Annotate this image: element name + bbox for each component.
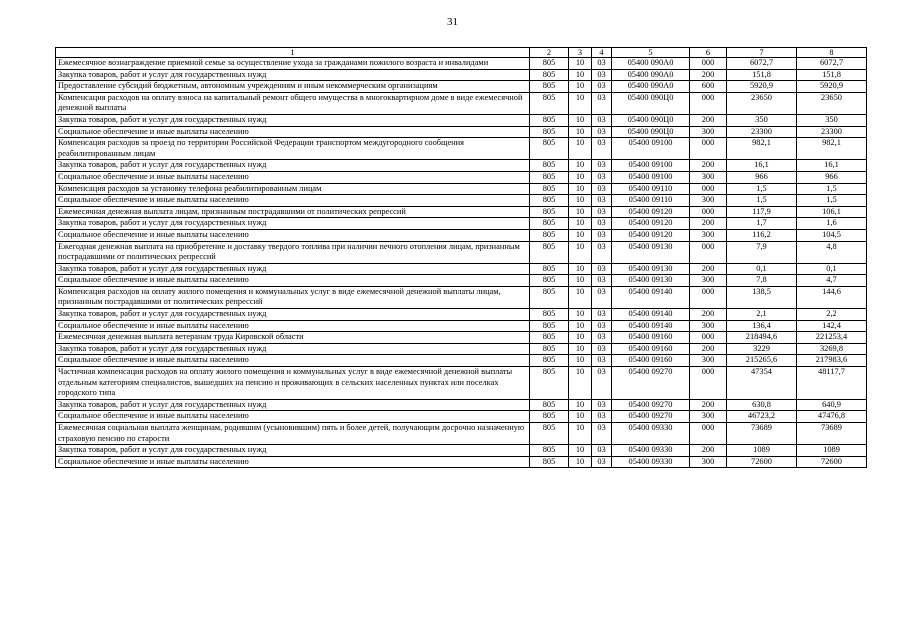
department-code: 805 xyxy=(530,171,569,183)
amount-first-year: 73689 xyxy=(727,423,797,445)
expense-type-code: 000 xyxy=(690,138,727,160)
row-description: Частичная компенсация расходов на оплату жилого помещения и коммунальных услуг в виде ежемесячной денежной выплаты отдельным категориям специалистов, вышедших на пенсию и проживающих в сельских населенных пунктах или поселках городского типа xyxy=(56,367,530,400)
target-article-code: 05400 09110 xyxy=(612,183,690,195)
target-article-code: 05400 09120 xyxy=(612,206,690,218)
target-article-code: 05400 090А0 xyxy=(612,69,690,81)
amount-first-year: 72600 xyxy=(727,456,797,468)
amount-first-year: 1089 xyxy=(727,445,797,457)
section-code: 10 xyxy=(569,160,592,172)
target-article-code: 05400 09130 xyxy=(612,275,690,287)
amount-second-year: 1,5 xyxy=(797,195,867,207)
target-article-code: 05400 090А0 xyxy=(612,58,690,70)
amount-first-year: 1,5 xyxy=(727,195,797,207)
amount-second-year: 151,8 xyxy=(797,69,867,81)
row-description: Закупка товаров, работ и услуг для государственных нужд xyxy=(56,343,530,355)
row-description: Закупка товаров, работ и услуг для государственных нужд xyxy=(56,399,530,411)
department-code: 805 xyxy=(530,423,569,445)
target-article-code: 05400 09100 xyxy=(612,160,690,172)
subsection-code: 03 xyxy=(592,332,612,344)
department-code: 805 xyxy=(530,183,569,195)
amount-second-year: 106,1 xyxy=(797,206,867,218)
section-code: 10 xyxy=(569,58,592,70)
table-row xyxy=(56,399,867,411)
subsection-code: 03 xyxy=(592,171,612,183)
section-code: 10 xyxy=(569,343,592,355)
section-code: 10 xyxy=(569,81,592,93)
amount-second-year: 72600 xyxy=(797,456,867,468)
column-header: 6 xyxy=(690,48,727,58)
expense-type-code: 200 xyxy=(690,309,727,321)
subsection-code: 03 xyxy=(592,81,612,93)
subsection-code: 03 xyxy=(592,309,612,321)
amount-first-year: 966 xyxy=(727,171,797,183)
target-article-code: 05400 090А0 xyxy=(612,81,690,93)
amount-second-year: 640,9 xyxy=(797,399,867,411)
expense-type-code: 200 xyxy=(690,114,727,126)
target-article-code: 05400 09110 xyxy=(612,195,690,207)
department-code: 805 xyxy=(530,126,569,138)
amount-first-year: 1,7 xyxy=(727,218,797,230)
amount-second-year: 73689 xyxy=(797,423,867,445)
section-code: 10 xyxy=(569,92,592,114)
table-row xyxy=(56,92,867,114)
department-code: 805 xyxy=(530,195,569,207)
amount-first-year: 7,8 xyxy=(727,275,797,287)
subsection-code: 03 xyxy=(592,114,612,126)
row-description: Закупка товаров, работ и услуг для государственных нужд xyxy=(56,218,530,230)
subsection-code: 03 xyxy=(592,241,612,263)
amount-second-year: 5920,9 xyxy=(797,81,867,93)
expense-type-code: 300 xyxy=(690,126,727,138)
section-code: 10 xyxy=(569,69,592,81)
amount-second-year: 982,1 xyxy=(797,138,867,160)
amount-first-year: 2,1 xyxy=(727,309,797,321)
expense-type-code: 200 xyxy=(690,263,727,275)
section-code: 10 xyxy=(569,138,592,160)
department-code: 805 xyxy=(530,69,569,81)
table-row xyxy=(56,183,867,195)
subsection-code: 03 xyxy=(592,58,612,70)
expense-type-code: 300 xyxy=(690,320,727,332)
table-row xyxy=(56,229,867,241)
table-row xyxy=(56,171,867,183)
department-code: 805 xyxy=(530,138,569,160)
row-description: Закупка товаров, работ и услуг для государственных нужд xyxy=(56,263,530,275)
department-code: 805 xyxy=(530,355,569,367)
expense-type-code: 000 xyxy=(690,423,727,445)
subsection-code: 03 xyxy=(592,445,612,457)
row-description: Социальное обеспечение и иные выплаты населению xyxy=(56,229,530,241)
subsection-code: 03 xyxy=(592,92,612,114)
amount-second-year: 966 xyxy=(797,171,867,183)
expense-type-code: 200 xyxy=(690,399,727,411)
amount-first-year: 630,8 xyxy=(727,399,797,411)
section-code: 10 xyxy=(569,171,592,183)
row-description: Закупка товаров, работ и услуг для государственных нужд xyxy=(56,445,530,457)
section-code: 10 xyxy=(569,263,592,275)
amount-second-year: 23650 xyxy=(797,92,867,114)
expense-type-code: 000 xyxy=(690,286,727,308)
table-row xyxy=(56,275,867,287)
table-row xyxy=(56,241,867,263)
row-description: Компенсация расходов за установку телефона реабилитированным лицам xyxy=(56,183,530,195)
subsection-code: 03 xyxy=(592,138,612,160)
amount-second-year: 142,4 xyxy=(797,320,867,332)
row-description: Закупка товаров, работ и услуг для государственных нужд xyxy=(56,309,530,321)
row-description: Ежемесячное вознаграждение приемной семье за осуществление ухода за гражданами пожилого возраста и инвалидами xyxy=(56,58,530,70)
amount-second-year: 48117,7 xyxy=(797,367,867,400)
department-code: 805 xyxy=(530,445,569,457)
row-description: Компенсация расходов за проезд по территории Российской Федерации транспортом междугородного сообщения реабилитированным лицам xyxy=(56,138,530,160)
amount-first-year: 350 xyxy=(727,114,797,126)
row-description: Ежегодная денежная выплата на приобретение и доставку твердого топлива при наличии печного отопления лицам, признанным пострадавшими от политических репрессий xyxy=(56,241,530,263)
amount-first-year: 116,2 xyxy=(727,229,797,241)
table-row xyxy=(56,286,867,308)
section-code: 10 xyxy=(569,286,592,308)
row-description: Социальное обеспечение и иные выплаты населению xyxy=(56,411,530,423)
expense-type-code: 000 xyxy=(690,367,727,400)
subsection-code: 03 xyxy=(592,183,612,195)
expense-type-code: 200 xyxy=(690,343,727,355)
target-article-code: 05400 09160 xyxy=(612,332,690,344)
table-row xyxy=(56,218,867,230)
table-row xyxy=(56,411,867,423)
expense-type-code: 300 xyxy=(690,195,727,207)
expense-type-code: 000 xyxy=(690,206,727,218)
budget-table xyxy=(55,47,867,468)
department-code: 805 xyxy=(530,411,569,423)
section-code: 10 xyxy=(569,309,592,321)
department-code: 805 xyxy=(530,58,569,70)
section-code: 10 xyxy=(569,399,592,411)
page-number: 31 xyxy=(447,16,458,28)
amount-second-year: 1089 xyxy=(797,445,867,457)
table-row xyxy=(56,423,867,445)
section-code: 10 xyxy=(569,183,592,195)
department-code: 805 xyxy=(530,332,569,344)
amount-first-year: 46723,2 xyxy=(727,411,797,423)
amount-second-year: 23300 xyxy=(797,126,867,138)
amount-second-year: 104,5 xyxy=(797,229,867,241)
row-description: Закупка товаров, работ и услуг для государственных нужд xyxy=(56,114,530,126)
department-code: 805 xyxy=(530,275,569,287)
amount-first-year: 23300 xyxy=(727,126,797,138)
expense-type-code: 000 xyxy=(690,241,727,263)
table-row xyxy=(56,332,867,344)
amount-first-year: 47354 xyxy=(727,367,797,400)
row-description: Социальное обеспечение и иные выплаты населению xyxy=(56,456,530,468)
expense-type-code: 300 xyxy=(690,229,727,241)
subsection-code: 03 xyxy=(592,195,612,207)
target-article-code: 05400 090Ц0 xyxy=(612,114,690,126)
amount-first-year: 5920,9 xyxy=(727,81,797,93)
section-code: 10 xyxy=(569,241,592,263)
row-description: Социальное обеспечение и иные выплаты населению xyxy=(56,195,530,207)
subsection-code: 03 xyxy=(592,275,612,287)
target-article-code: 05400 09160 xyxy=(612,355,690,367)
subsection-code: 03 xyxy=(592,263,612,275)
table-row xyxy=(56,355,867,367)
table-row xyxy=(56,160,867,172)
subsection-code: 03 xyxy=(592,229,612,241)
subsection-code: 03 xyxy=(592,456,612,468)
subsection-code: 03 xyxy=(592,218,612,230)
column-header: 1 xyxy=(56,48,530,58)
amount-second-year: 4,8 xyxy=(797,241,867,263)
expense-type-code: 000 xyxy=(690,183,727,195)
table-row xyxy=(56,206,867,218)
department-code: 805 xyxy=(530,218,569,230)
column-header: 4 xyxy=(592,48,612,58)
amount-first-year: 138,5 xyxy=(727,286,797,308)
expense-type-code: 300 xyxy=(690,456,727,468)
table-row xyxy=(56,81,867,93)
amount-second-year: 1,5 xyxy=(797,183,867,195)
row-description: Социальное обеспечение и иные выплаты населению xyxy=(56,320,530,332)
column-header: 3 xyxy=(569,48,592,58)
expense-type-code: 300 xyxy=(690,411,727,423)
amount-first-year: 1,5 xyxy=(727,183,797,195)
target-article-code: 05400 09100 xyxy=(612,171,690,183)
table-row xyxy=(56,367,867,400)
expense-type-code: 200 xyxy=(690,218,727,230)
department-code: 805 xyxy=(530,286,569,308)
table-row xyxy=(56,309,867,321)
section-code: 10 xyxy=(569,423,592,445)
department-code: 805 xyxy=(530,241,569,263)
row-description: Компенсация расходов на оплату взноса на капитальный ремонт общего имущества в многоквартирном доме в виде ежемесячной денежной выплаты xyxy=(56,92,530,114)
row-description: Предоставление субсидий бюджетным, автономным учреждениям и иным некоммерческим организациям xyxy=(56,81,530,93)
subsection-code: 03 xyxy=(592,423,612,445)
row-description: Социальное обеспечение и иные выплаты населению xyxy=(56,355,530,367)
table-row xyxy=(56,195,867,207)
amount-first-year: 6072,7 xyxy=(727,58,797,70)
subsection-code: 03 xyxy=(592,160,612,172)
department-code: 805 xyxy=(530,206,569,218)
amount-second-year: 217983,6 xyxy=(797,355,867,367)
target-article-code: 05400 09160 xyxy=(612,343,690,355)
subsection-code: 03 xyxy=(592,286,612,308)
column-header: 2 xyxy=(530,48,569,58)
table-row xyxy=(56,69,867,81)
department-code: 805 xyxy=(530,320,569,332)
target-article-code: 05400 09330 xyxy=(612,445,690,457)
target-article-code: 05400 090Ц0 xyxy=(612,92,690,114)
section-code: 10 xyxy=(569,445,592,457)
subsection-code: 03 xyxy=(592,367,612,400)
subsection-code: 03 xyxy=(592,126,612,138)
subsection-code: 03 xyxy=(592,69,612,81)
amount-second-year: 350 xyxy=(797,114,867,126)
department-code: 805 xyxy=(530,399,569,411)
amount-first-year: 136,4 xyxy=(727,320,797,332)
target-article-code: 05400 09130 xyxy=(612,241,690,263)
section-code: 10 xyxy=(569,355,592,367)
section-code: 10 xyxy=(569,126,592,138)
column-header: 8 xyxy=(797,48,867,58)
target-article-code: 05400 09120 xyxy=(612,218,690,230)
table-row xyxy=(56,126,867,138)
amount-second-year: 0,1 xyxy=(797,263,867,275)
target-article-code: 05400 09100 xyxy=(612,138,690,160)
section-code: 10 xyxy=(569,218,592,230)
amount-first-year: 3229 xyxy=(727,343,797,355)
table-row xyxy=(56,114,867,126)
table-row xyxy=(56,445,867,457)
table-row xyxy=(56,343,867,355)
target-article-code: 05400 09330 xyxy=(612,456,690,468)
target-article-code: 05400 09140 xyxy=(612,309,690,321)
row-description: Компенсация расходов на оплату жилого помещения и коммунальных услуг в виде ежемесячной денежной выплаты лицам, признанным пострадавшими от политических репрессий xyxy=(56,286,530,308)
table-row xyxy=(56,456,867,468)
subsection-code: 03 xyxy=(592,320,612,332)
section-code: 10 xyxy=(569,114,592,126)
amount-second-year: 144,6 xyxy=(797,286,867,308)
section-code: 10 xyxy=(569,411,592,423)
expense-type-code: 300 xyxy=(690,275,727,287)
department-code: 805 xyxy=(530,367,569,400)
section-code: 10 xyxy=(569,229,592,241)
target-article-code: 05400 09270 xyxy=(612,399,690,411)
column-header: 7 xyxy=(727,48,797,58)
section-code: 10 xyxy=(569,206,592,218)
row-description: Ежемесячная денежная выплата лицам, признанным пострадавшими от политических репрессий xyxy=(56,206,530,218)
target-article-code: 05400 09270 xyxy=(612,411,690,423)
target-article-code: 05400 09140 xyxy=(612,286,690,308)
amount-first-year: 7,9 xyxy=(727,241,797,263)
department-code: 805 xyxy=(530,229,569,241)
table-row xyxy=(56,138,867,160)
department-code: 805 xyxy=(530,160,569,172)
amount-second-year: 4,7 xyxy=(797,275,867,287)
expense-type-code: 300 xyxy=(690,355,727,367)
section-code: 10 xyxy=(569,332,592,344)
table-row xyxy=(56,263,867,275)
row-description: Социальное обеспечение и иные выплаты населению xyxy=(56,275,530,287)
amount-first-year: 117,9 xyxy=(727,206,797,218)
expense-type-code: 200 xyxy=(690,445,727,457)
department-code: 805 xyxy=(530,343,569,355)
amount-first-year: 215265,6 xyxy=(727,355,797,367)
target-article-code: 05400 09270 xyxy=(612,367,690,400)
amount-second-year: 1,6 xyxy=(797,218,867,230)
department-code: 805 xyxy=(530,92,569,114)
row-description: Ежемесячная денежная выплата ветеранам труда Кировской области xyxy=(56,332,530,344)
expense-type-code: 000 xyxy=(690,58,727,70)
expense-type-code: 200 xyxy=(690,69,727,81)
amount-first-year: 16,1 xyxy=(727,160,797,172)
subsection-code: 03 xyxy=(592,206,612,218)
section-code: 10 xyxy=(569,320,592,332)
amount-second-year: 3269,8 xyxy=(797,343,867,355)
amount-second-year: 16,1 xyxy=(797,160,867,172)
expense-type-code: 200 xyxy=(690,160,727,172)
amount-first-year: 151,8 xyxy=(727,69,797,81)
target-article-code: 05400 09330 xyxy=(612,423,690,445)
subsection-code: 03 xyxy=(592,399,612,411)
section-code: 10 xyxy=(569,367,592,400)
department-code: 805 xyxy=(530,456,569,468)
department-code: 805 xyxy=(530,309,569,321)
row-description: Социальное обеспечение и иные выплаты населению xyxy=(56,171,530,183)
amount-second-year: 6072,7 xyxy=(797,58,867,70)
subsection-code: 03 xyxy=(592,411,612,423)
column-number-row xyxy=(56,48,867,58)
table-row xyxy=(56,58,867,70)
amount-first-year: 982,1 xyxy=(727,138,797,160)
department-code: 805 xyxy=(530,81,569,93)
amount-first-year: 23650 xyxy=(727,92,797,114)
department-code: 805 xyxy=(530,263,569,275)
expense-type-code: 000 xyxy=(690,332,727,344)
row-description: Ежемесячная социальная выплата женщинам, родившим (усыновившим) пять и более детей, получающим досрочно назначенную страховую пенсию по старости xyxy=(56,423,530,445)
target-article-code: 05400 09120 xyxy=(612,229,690,241)
section-code: 10 xyxy=(569,456,592,468)
expense-type-code: 600 xyxy=(690,81,727,93)
target-article-code: 05400 09140 xyxy=(612,320,690,332)
department-code: 805 xyxy=(530,114,569,126)
expense-type-code: 300 xyxy=(690,171,727,183)
amount-second-year: 47476,8 xyxy=(797,411,867,423)
target-article-code: 05400 09130 xyxy=(612,263,690,275)
amount-second-year: 2,2 xyxy=(797,309,867,321)
table-row xyxy=(56,320,867,332)
amount-first-year: 0,1 xyxy=(727,263,797,275)
amount-first-year: 218494,6 xyxy=(727,332,797,344)
column-header: 5 xyxy=(612,48,690,58)
amount-second-year: 221253,4 xyxy=(797,332,867,344)
section-code: 10 xyxy=(569,275,592,287)
row-description: Социальное обеспечение и иные выплаты населению xyxy=(56,126,530,138)
table-body xyxy=(56,58,867,468)
row-description: Закупка товаров, работ и услуг для государственных нужд xyxy=(56,69,530,81)
subsection-code: 03 xyxy=(592,355,612,367)
section-code: 10 xyxy=(569,195,592,207)
expense-type-code: 000 xyxy=(690,92,727,114)
row-description: Закупка товаров, работ и услуг для государственных нужд xyxy=(56,160,530,172)
subsection-code: 03 xyxy=(592,343,612,355)
target-article-code: 05400 090Ц0 xyxy=(612,126,690,138)
